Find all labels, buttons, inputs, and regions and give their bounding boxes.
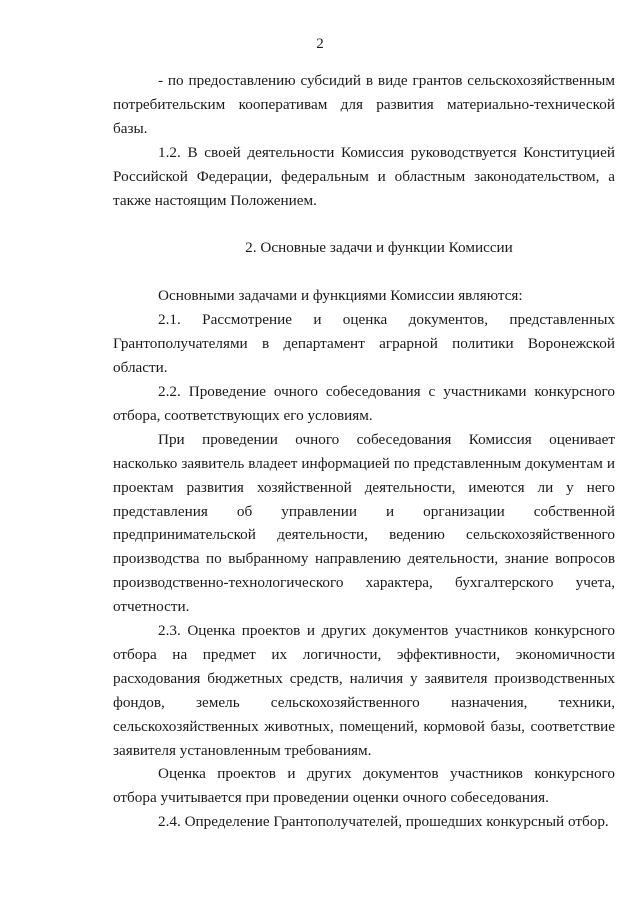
paragraph-subsidies: - по предоставлению субсидий в виде грантов сельскохозяйственным потребительским кооперативам для развития материально-технической базы. [113,72,615,137]
paragraph-intro: Основными задачами и функциями Комиссии являются: [158,287,523,305]
paragraph-1-2: 1.2. В своей деятельности Комиссия руководствуется Конституцией Российской Федерации, федеральным и областным законодательством, а также настоящим Положением. [113,143,615,209]
paragraph-2-2: 2.2. Проведение очного собеседования с участниками конкурсного отбора, соответствующих его условиям. [113,382,615,424]
paragraph-2-3: 2.3. Оценка проектов и других документов участников конкурсного отбора на предмет их логичности, эффективности, экономичности расходования бюджетных средств, наличия у заявителя производственных фондов, земель сельскохозяйственного назначения, техники, сельскохозяйственных животных, помещений, кормовой базы, соответствие заявителя установленным требованиям. [113,622,615,759]
spacer [113,212,615,236]
page-number: 2 [316,36,324,52]
document-body [113,69,615,834]
paragraph-interview: При проведении очного собеседования Комиссия оценивает насколько заявитель владеет информацией по представленным документам и проектам развития хозяйственной деятельности, имеются ли у него представления об управлении и организации собственной предпринимательской деятельности, ведению сельскохозяйственного производства по выбранному направлению деятельности, знание вопросов производственно-технологического характера, бухгалтерского учета, отчетности. [113,430,615,616]
paragraph-2-4: 2.4. Определение Грантополучателей, прошедших конкурсный отбор. [158,813,609,831]
paragraph-2-1: 2.1. Рассмотрение и оценка документов, представленных Грантополучателями в департамент аграрной политики Воронежской области. [113,311,615,377]
paragraph-assessment: Оценка проектов и других документов участников конкурсного отбора учитывается при проведении оценки очного собеседования. [113,765,615,807]
spacer [113,260,615,284]
section-heading: 2. Основные задачи и функции Комиссии [245,239,513,257]
